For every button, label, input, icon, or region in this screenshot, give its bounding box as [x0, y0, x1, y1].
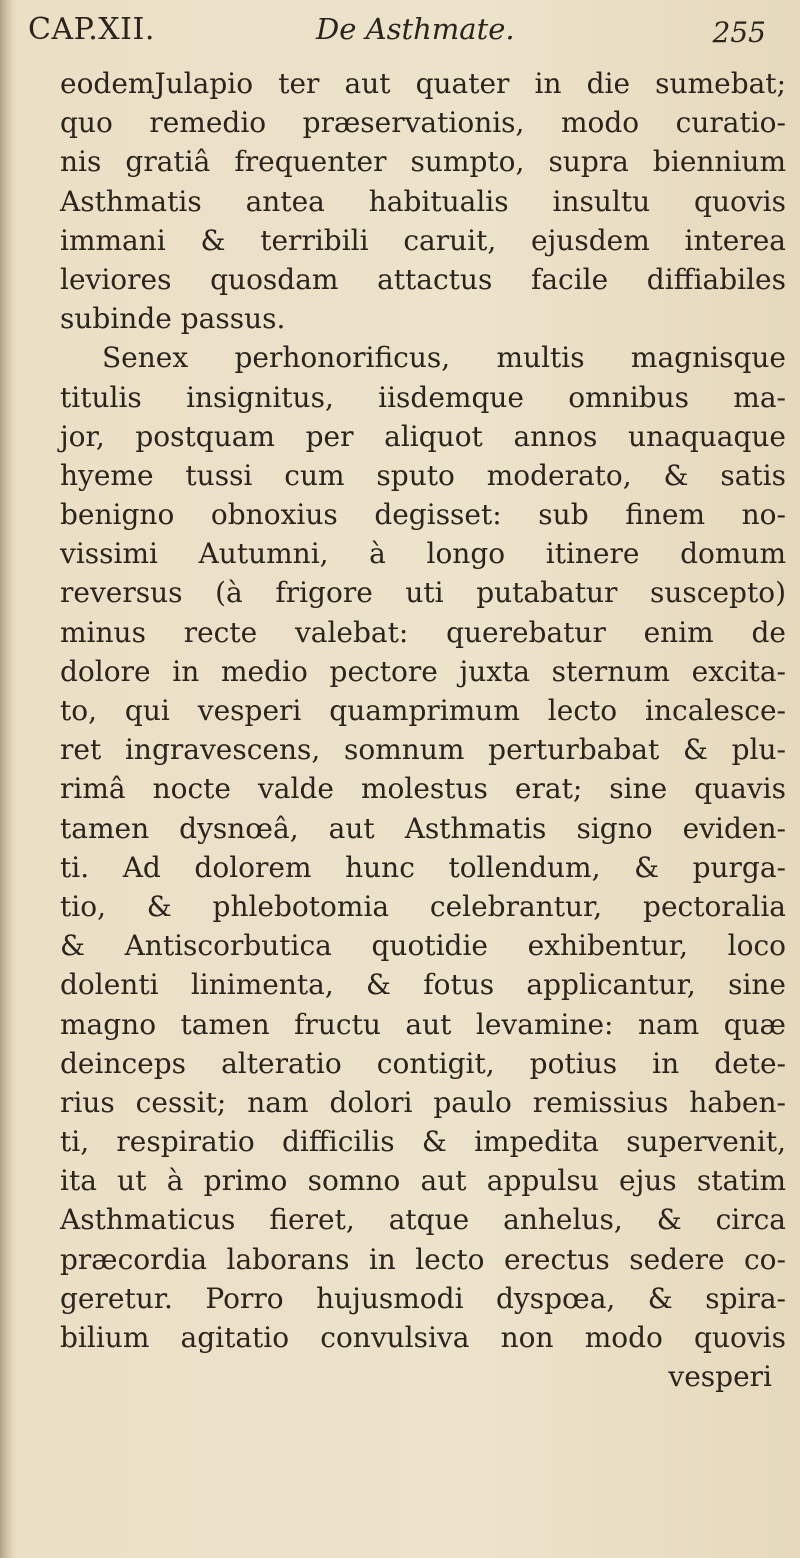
text-line: leviores quosdam attactus facile diffiabiles: [60, 262, 786, 296]
text-line: geretur. Porro hujusmodi dyspœa, & spira-: [60, 1281, 786, 1315]
body-text: [60, 64, 786, 1396]
text-line: nis gratiâ frequenter sumpto, supra biennium: [60, 145, 786, 179]
text-line: rimâ nocte valde molestus erat; sine quavis: [60, 772, 786, 806]
catchword: vesperi: [668, 1360, 772, 1394]
text-line: vissimi Autumni, à longo itinere domum: [60, 537, 786, 571]
text-line: titulis insignitus, iisdemque omnibus ma-: [60, 380, 786, 414]
text-line: Asthmaticus fieret, atque anhelus, & circa: [60, 1203, 786, 1237]
running-header: [28, 12, 766, 60]
text-line: ti. Ad dolorem hunc tollendum, & purga-: [60, 850, 786, 884]
text-line: ti, respiratio difficilis & impedita supervenit,: [60, 1125, 786, 1159]
text-line: dolenti linimenta, & fotus applicantur, sine: [60, 968, 786, 1002]
text-line: Asthmatis antea habitualis insultu quovis: [60, 184, 786, 218]
text-line: ita ut à primo somno aut appulsu ejus statim: [60, 1164, 786, 1198]
text-line: Senex perhonorificus, multis magnisque: [102, 341, 786, 375]
text-line: benigno obnoxius degisset: sub finem no-: [60, 498, 786, 532]
text-line: subinde passus.: [60, 302, 286, 336]
text-line: rius cessit; nam dolori paulo remissius haben-: [60, 1085, 786, 1119]
text-line: magno tamen fructu aut levamine: nam quæ: [60, 1007, 786, 1041]
running-title: De Asthmate.: [316, 12, 515, 46]
chapter-heading: CAP.XII.: [28, 12, 155, 47]
text-line: dolore in medio pectore juxta sternum excita-: [60, 654, 786, 688]
text-line: to, qui vesperi quamprimum lecto incalesce-: [60, 694, 786, 727]
text-line: præcordia laborans in lecto erectus sedere co-: [60, 1242, 786, 1276]
text-line: quo remedio præservationis, modo curatio-: [60, 106, 786, 140]
text-line: deinceps alteratio contigit, potius in dete-: [60, 1046, 786, 1080]
text-line: tamen dysnœâ, aut Asthmatis signo eviden-: [60, 811, 786, 845]
text-line: reversus (à frigore uti putabatur suscepto): [60, 576, 786, 610]
text-line: hyeme tussi cum sputo moderato, & satis: [60, 458, 786, 492]
text-line: eodemJulapio ter aut quater in die sumebat;: [60, 67, 786, 100]
text-line: jor, postquam per aliquot annos unaquaque: [60, 419, 786, 453]
text-line: bilium agitatio convulsiva non modo quovis: [60, 1321, 786, 1354]
text-line: minus recte valebat: querebatur enim de: [60, 615, 786, 649]
text-line: ret ingravescens, somnum perturbabat & plu-: [60, 733, 786, 767]
text-line: & Antiscorbutica quotidie exhibentur, loco: [60, 929, 786, 963]
page-number: 255: [712, 16, 766, 49]
text-line: tio, & phlebotomia celebrantur, pectoralia: [60, 889, 786, 923]
text-line: immani & terribili caruit, ejusdem interea: [60, 223, 786, 257]
